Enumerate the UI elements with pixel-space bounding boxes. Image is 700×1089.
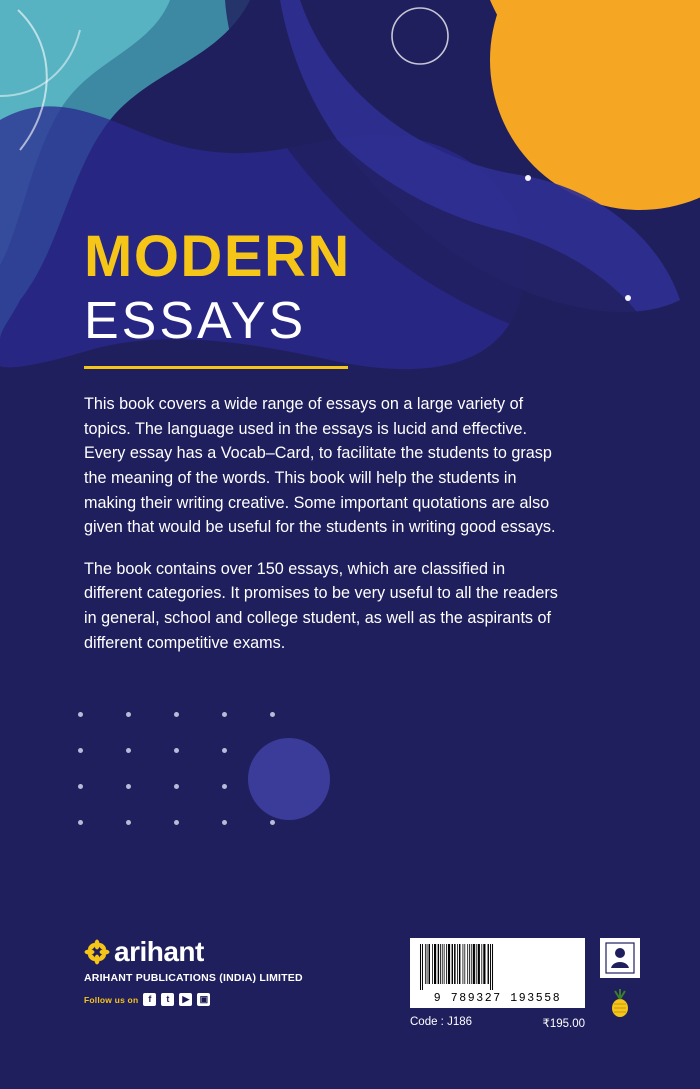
book-code: Code : J186 [410, 1016, 473, 1028]
grid-dot [78, 784, 83, 789]
description-text [84, 392, 566, 672]
barcode-number: 9 789327 193558 [433, 992, 562, 1005]
grid-dot [270, 712, 275, 717]
grid-dot [222, 820, 227, 825]
grid-dot [174, 712, 179, 717]
book-price: ₹195.00 [542, 1018, 585, 1030]
grid-dot [78, 820, 83, 825]
grid-dot [78, 748, 83, 753]
twitter-icon[interactable]: t [161, 993, 174, 1006]
grid-dot [270, 820, 275, 825]
follow-row [84, 993, 384, 1006]
grid-dot [222, 784, 227, 789]
barcode-bars [418, 944, 577, 990]
title-block [84, 224, 624, 369]
title-underline [84, 366, 348, 369]
facebook-icon[interactable]: f [143, 993, 156, 1006]
grid-dot [78, 712, 83, 717]
brand-row [84, 938, 384, 966]
publisher-block [84, 938, 384, 1006]
follow-label: Follow us on [84, 994, 139, 1005]
grid-dot [126, 820, 131, 825]
publisher-name: ARIHANT PUBLICATIONS (INDIA) LIMITED [84, 972, 303, 984]
blue-circle-decoration [248, 738, 330, 820]
description-paragraph-2: The book contains over 150 essays, which are classified in different categories. It promises to be very useful to all the readers in general, school and college student, as well as the aspirants of different competitive exams. [84, 559, 558, 652]
grid-dot [174, 748, 179, 753]
youtube-icon[interactable]: ▶ [179, 993, 192, 1006]
brand-name: arihant [114, 936, 204, 967]
grid-dot [174, 820, 179, 825]
grid-dot [126, 748, 131, 753]
instagram-icon[interactable]: ▣ [197, 993, 210, 1006]
grid-dot [126, 712, 131, 717]
barcode-box [410, 938, 585, 1008]
grid-dot [174, 784, 179, 789]
grid-dot [126, 784, 131, 789]
description-paragraph-1: This book covers a wide range of essays on a large variety of topics. The language used in the essays is lucid and effective. Every essay has a Vocab–Card, to facilitate the students to grasp the meaning of the words. This book will help the students in making their writing creative. Some important quotations are also given that would be useful for the students in writing good essays. [84, 395, 556, 537]
side-logos [600, 938, 656, 1019]
grid-dot [222, 712, 227, 717]
page-title: MODERN [84, 224, 351, 289]
footer [0, 930, 700, 1040]
arihant-flower-icon [84, 939, 110, 965]
gold-emblem-icon [600, 987, 640, 1019]
barcode-meta-row [410, 1016, 585, 1030]
barcode-block [410, 938, 585, 1030]
publisher-seal-icon [600, 938, 640, 978]
page-subtitle: ESSAYS [84, 292, 307, 350]
grid-dot [222, 748, 227, 753]
